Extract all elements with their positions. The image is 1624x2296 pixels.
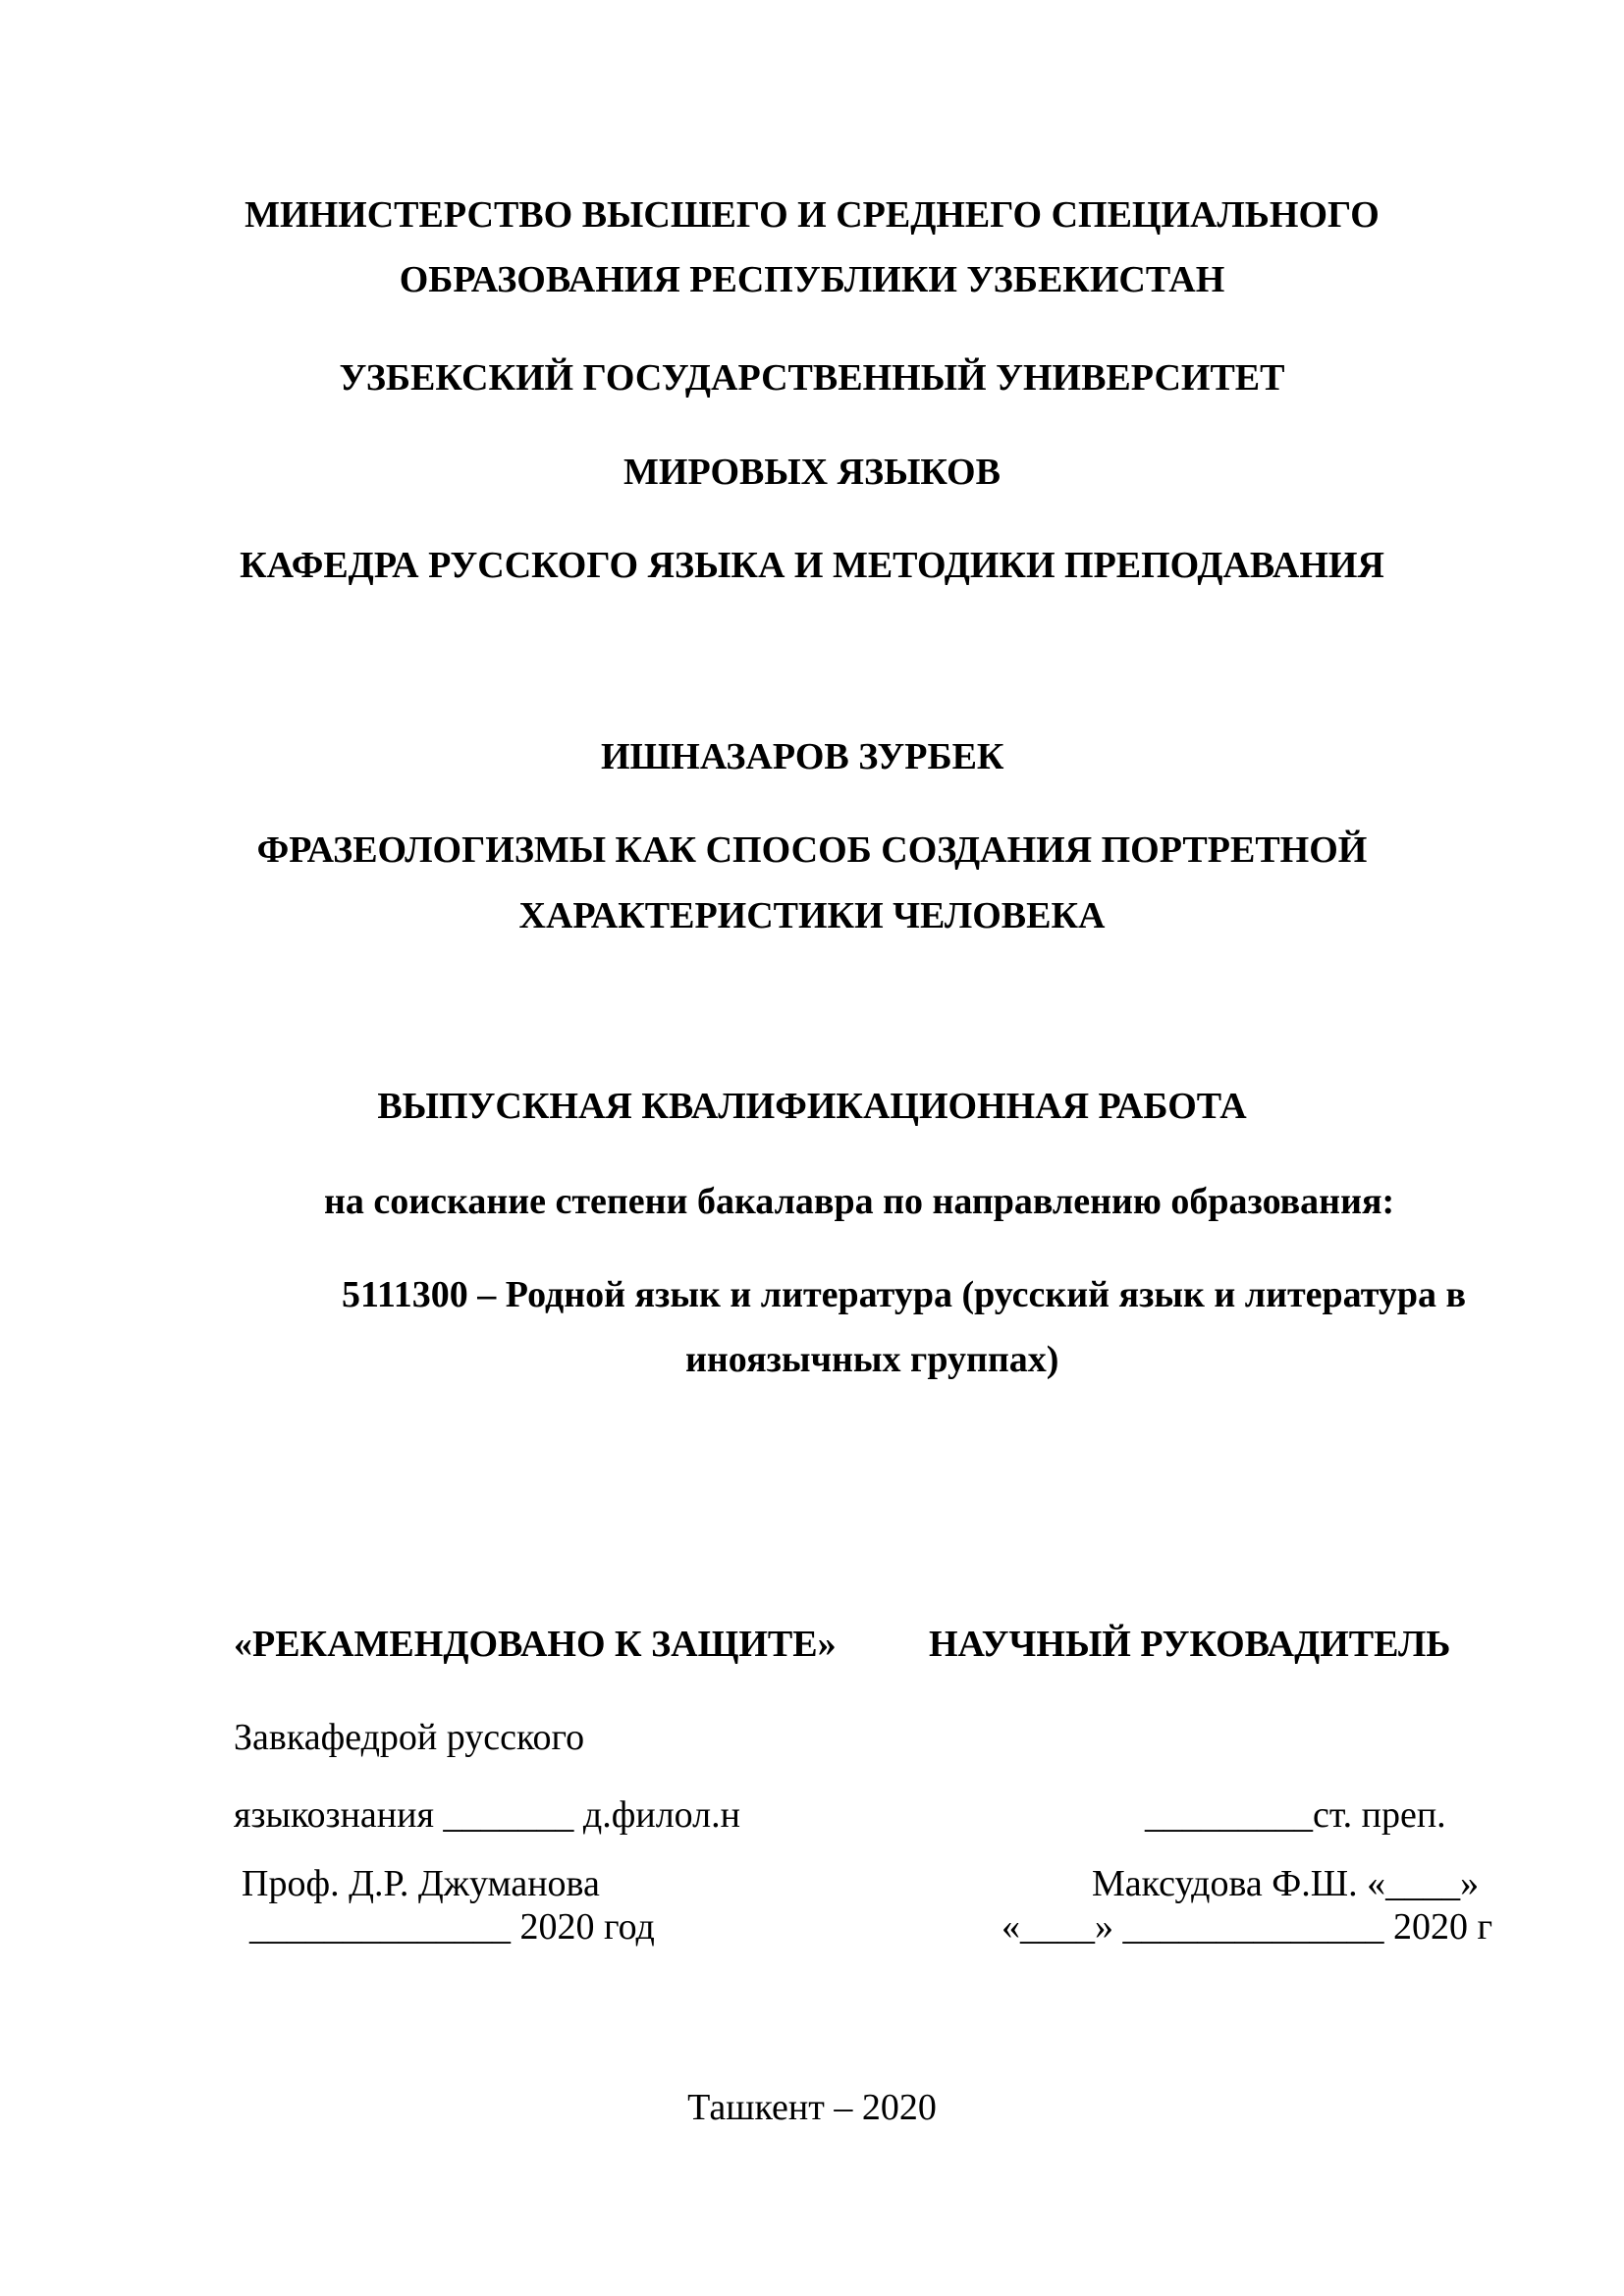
degree-statement: на соискание степени бакалавра по направлению образования: [324,1181,1395,1222]
direction-line-2: иноязычных группах) [685,1339,1059,1380]
author-name: ИШНАЗАРОВ ЗУРБЕК [601,736,1004,777]
university-line-2: МИРОВЫХ ЯЗЫКОВ [623,452,1001,493]
head-of-department-name: Проф. Д.Р. Джуманова [242,1863,600,1904]
recommended-heading: «РЕКАМЕНДОВАНО К ЗАЩИТЕ» [234,1624,837,1665]
direction-line-1: 5111300 – Родной язык и литература (русский язык и литература в [342,1274,1467,1315]
ministry-line-1: МИНИСТЕРСТВО ВЫСШЕГО И СРЕДНЕГО СПЕЦИАЛЬНОГО [244,194,1380,236]
ministry-line-2: ОБРАЗОВАНИЯ РЕСПУБЛИКИ УЗБЕКИСТАН [399,259,1225,300]
department-name: КАФЕДРА РУССКОГО ЯЗЫКА И МЕТОДИКИ ПРЕПОДАВАНИЯ [240,545,1384,586]
head-of-department-title: Завкафедрой русского [234,1717,585,1758]
city-year: Ташкент – 2020 [687,2087,937,2128]
university-line-1: УЗБЕКСКИЙ ГОСУДАРСТВЕННЫЙ УНИВЕРСИТЕТ [339,357,1285,399]
supervisor-date: «____» ______________ 2020 г [1001,1906,1493,1948]
thesis-title-line-2: ХАРАКТЕРИСТИКИ ЧЕЛОВЕКА [518,895,1106,936]
thesis-title-line-1: ФРАЗЕОЛОГИЗМЫ КАК СПОСОБ СОЗДАНИЯ ПОРТРЕТНОЙ [256,829,1368,871]
supervisor-heading: НАУЧНЫЙ РУКОВАДИТЕЛЬ [929,1624,1451,1665]
supervisor-name-date: Максудова Ф.Ш. «____» [1092,1863,1480,1904]
head-of-department-date: ______________ 2020 год [249,1906,655,1948]
supervisor-signature-line: _________ст. преп. [1145,1794,1446,1836]
work-type: ВЫПУСКНАЯ КВАЛИФИКАЦИОННАЯ РАБОТА [377,1086,1247,1127]
head-of-department-signature-line: языкознания _______ д.филол.н [234,1794,740,1836]
